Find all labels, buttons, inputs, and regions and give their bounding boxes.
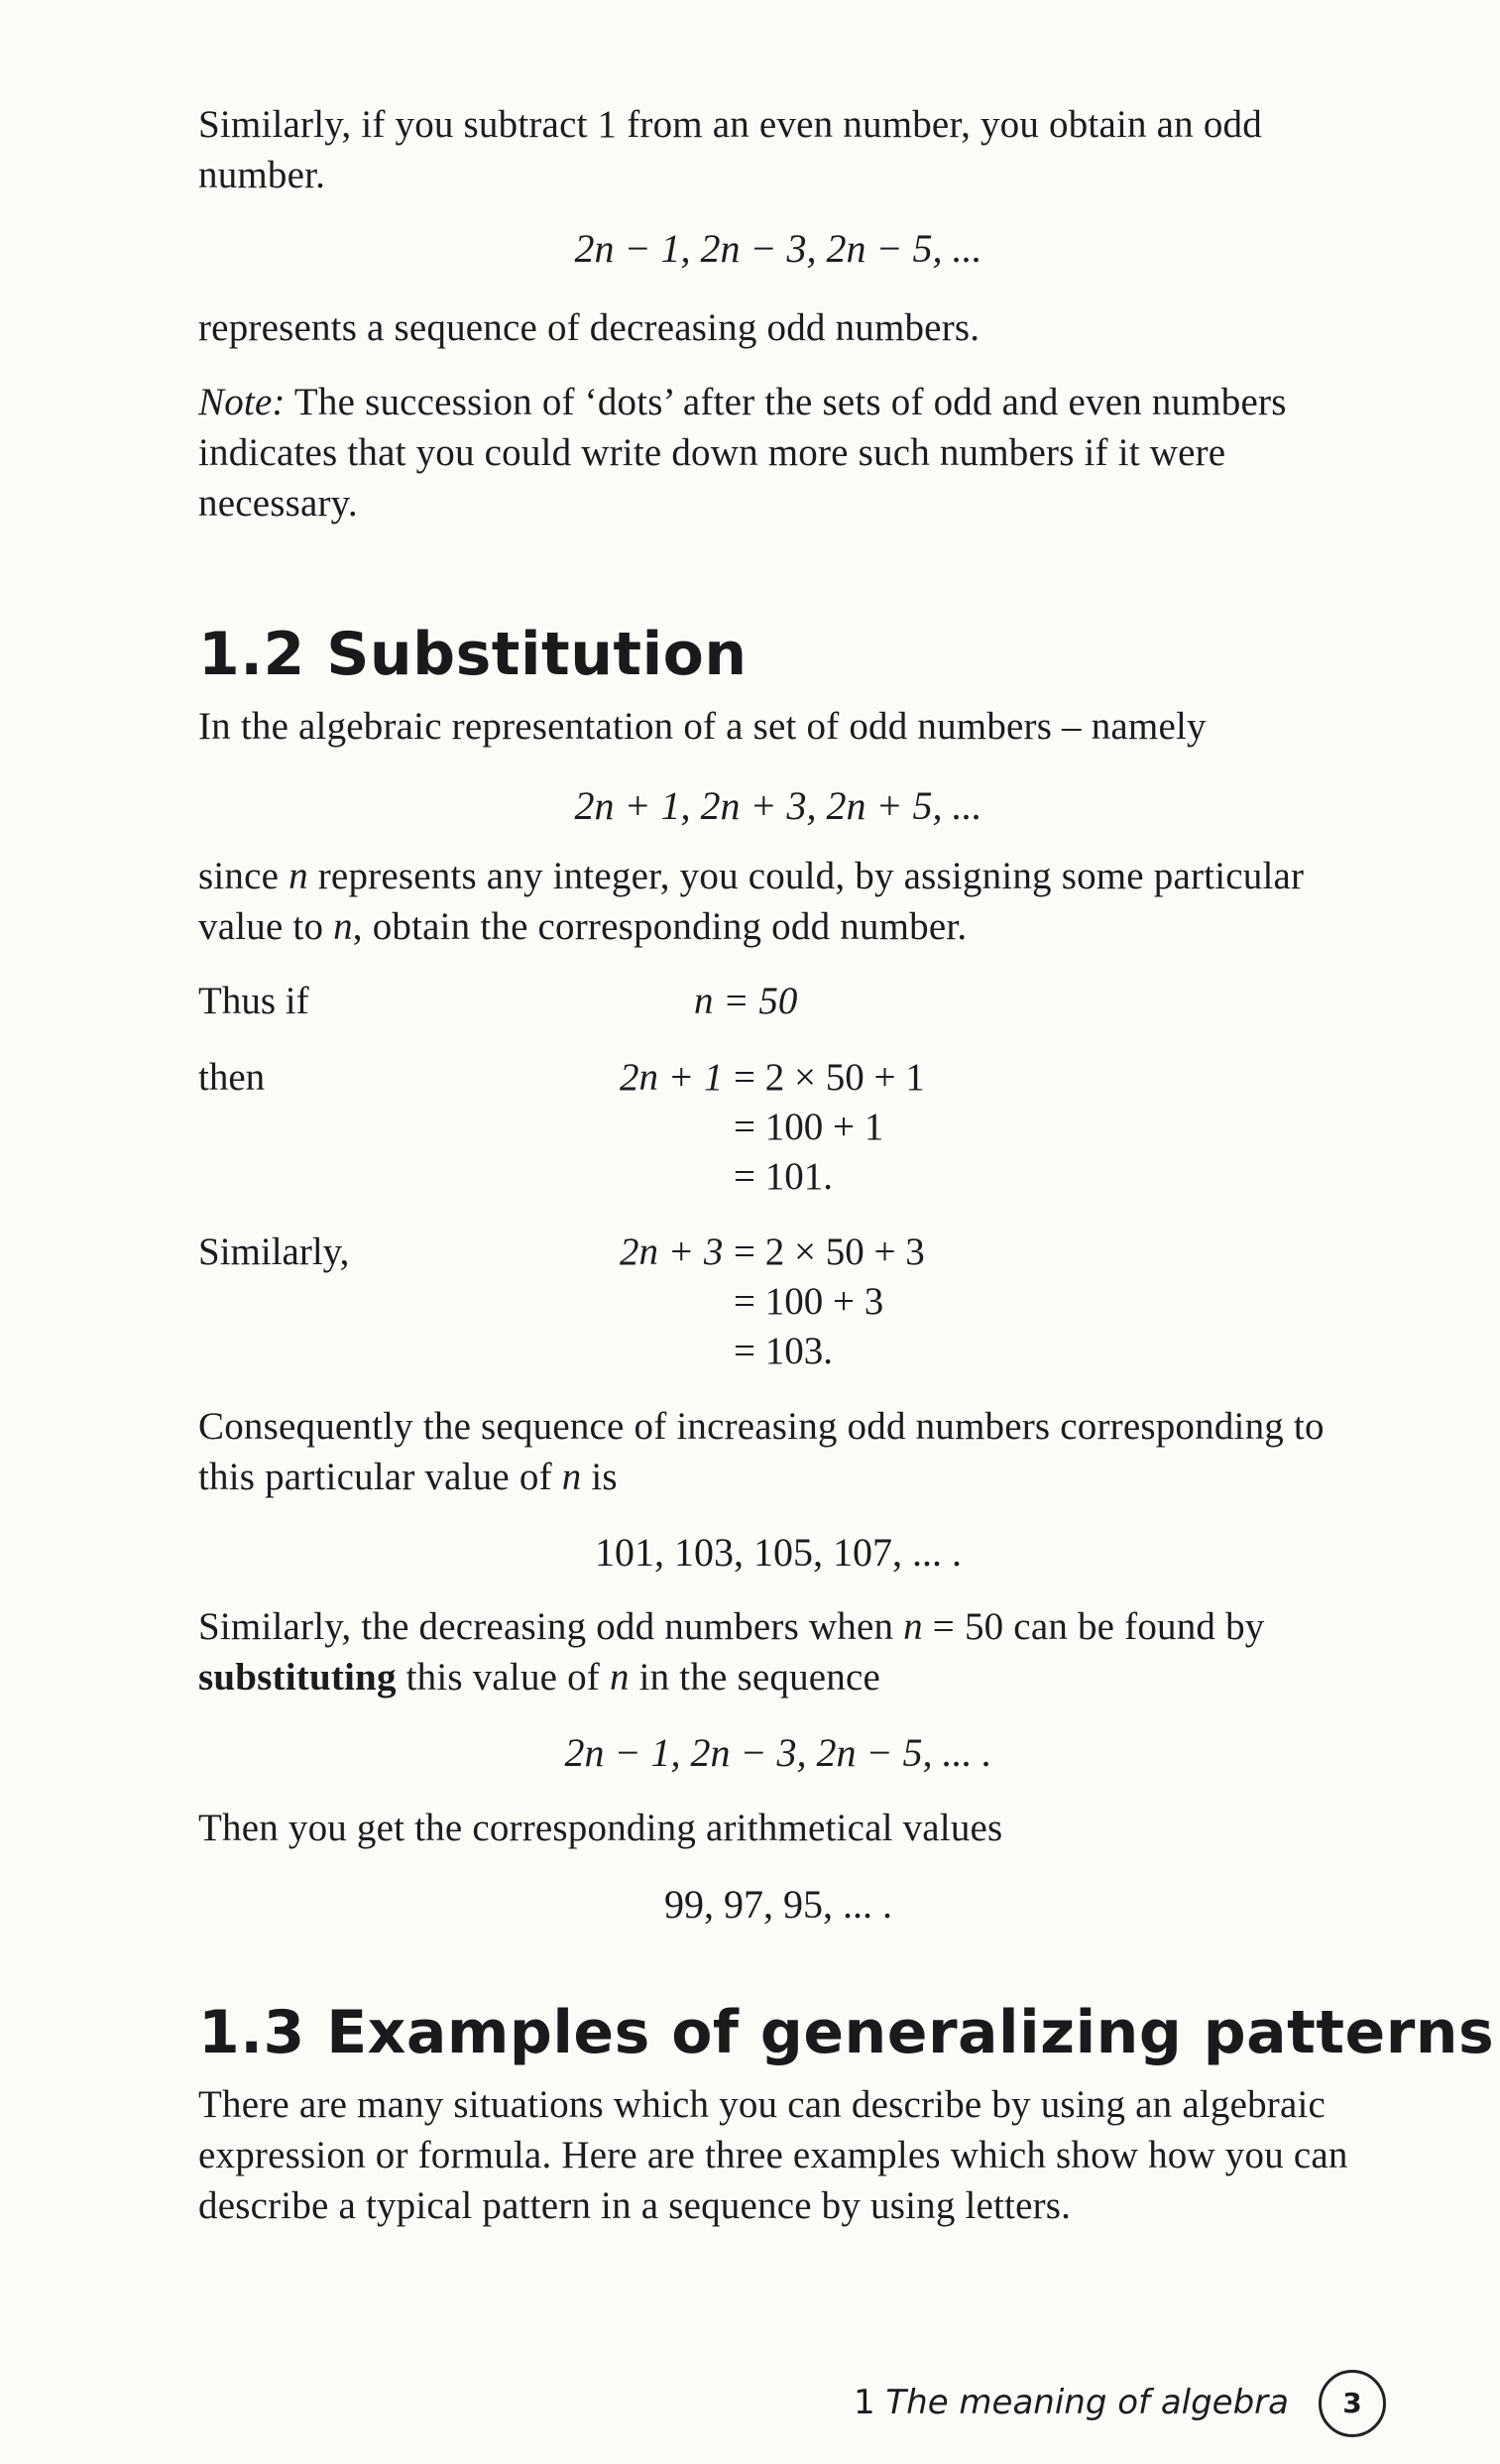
equation-n-equals-50: n = 50 xyxy=(694,980,798,1022)
bold-term-substituting: substituting xyxy=(198,1656,397,1699)
running-footer xyxy=(793,2378,1289,2427)
paragraph-substituting: Similarly, the decreasing odd numbers when n = 50 can be found by substituting this value of n in the sequence xyxy=(198,1605,1265,1699)
note-label: Note: xyxy=(198,381,286,423)
paragraph-intro-odd: In the algebraic representation of a set of odd numbers – namely xyxy=(198,705,1207,748)
equation-decreasing-sequence: 2n − 1, 2n − 3, 2n − 5, ... xyxy=(574,226,982,271)
label-then: then xyxy=(198,1056,266,1099)
equation-line: = 100 + 1 xyxy=(734,1106,884,1148)
chapter-title: The meaning of algebra xyxy=(885,2383,1289,2422)
paragraph-subtract-even: Similarly, if you subtract 1 from an even number, you obtain an odd number. xyxy=(198,103,1262,196)
paragraph-note: Note: The succession of ‘dots’ after the sets of odd and even numbers indicates that you could write down more such numbers if it were necessary. xyxy=(198,381,1287,525)
label-similarly: Similarly, xyxy=(198,1231,350,1273)
paragraph-generalizing: There are many situations which you can describe by using an algebraic expression or formula. Here are three examples which show how you can describe a typical pattern in a sequence by using letters. xyxy=(198,2083,1348,2227)
paragraph-consequently: Consequently the sequence of increasing odd numbers corresponding to this particular value of n is xyxy=(198,1405,1325,1498)
equation-result-increasing: 101, 103, 105, 107, ... . xyxy=(595,1530,962,1575)
paragraph-decreasing-odd: represents a sequence of decreasing odd numbers. xyxy=(198,306,981,349)
page-number-badge: 3 xyxy=(1319,2370,1386,2437)
heading-substitution xyxy=(198,620,748,689)
paragraph-arithmetical-values: Then you get the corresponding arithmetical values xyxy=(198,1807,1003,1849)
label-thus-if: Thus if xyxy=(198,980,309,1022)
heading-title: Substitution xyxy=(326,620,748,689)
equation-line: = 2 × 50 + 1 xyxy=(734,1056,925,1099)
equation-line: = 2 × 50 + 3 xyxy=(734,1231,925,1273)
paragraph-since-n: since n represents any integer, you could, by assigning some particular value to n, obtain the corresponding odd number. xyxy=(198,855,1305,948)
equation-increasing-sequence: 2n + 1, 2n + 3, 2n + 5, ... xyxy=(574,783,982,828)
heading-generalizing-patterns xyxy=(198,1998,1494,2067)
heading-number: 1.2 xyxy=(198,620,305,689)
equation-line: = 100 + 3 xyxy=(734,1280,884,1323)
equation-lhs-2n-plus-1: 2n + 1 xyxy=(620,1056,724,1099)
chapter-number: 1 xyxy=(853,2383,875,2422)
heading-title: Examples of generalizing patterns xyxy=(326,1998,1495,2067)
equation-decreasing-sequence-2: 2n − 1, 2n − 3, 2n − 5, ... . xyxy=(564,1730,992,1775)
equation-line: = 101. xyxy=(734,1155,833,1198)
equation-lhs-2n-plus-3: 2n + 3 xyxy=(620,1231,724,1273)
heading-number: 1.3 xyxy=(198,1998,305,2067)
equation-result-decreasing: 99, 97, 95, ... . xyxy=(664,1882,892,1927)
equation-line: = 103. xyxy=(734,1330,833,1372)
